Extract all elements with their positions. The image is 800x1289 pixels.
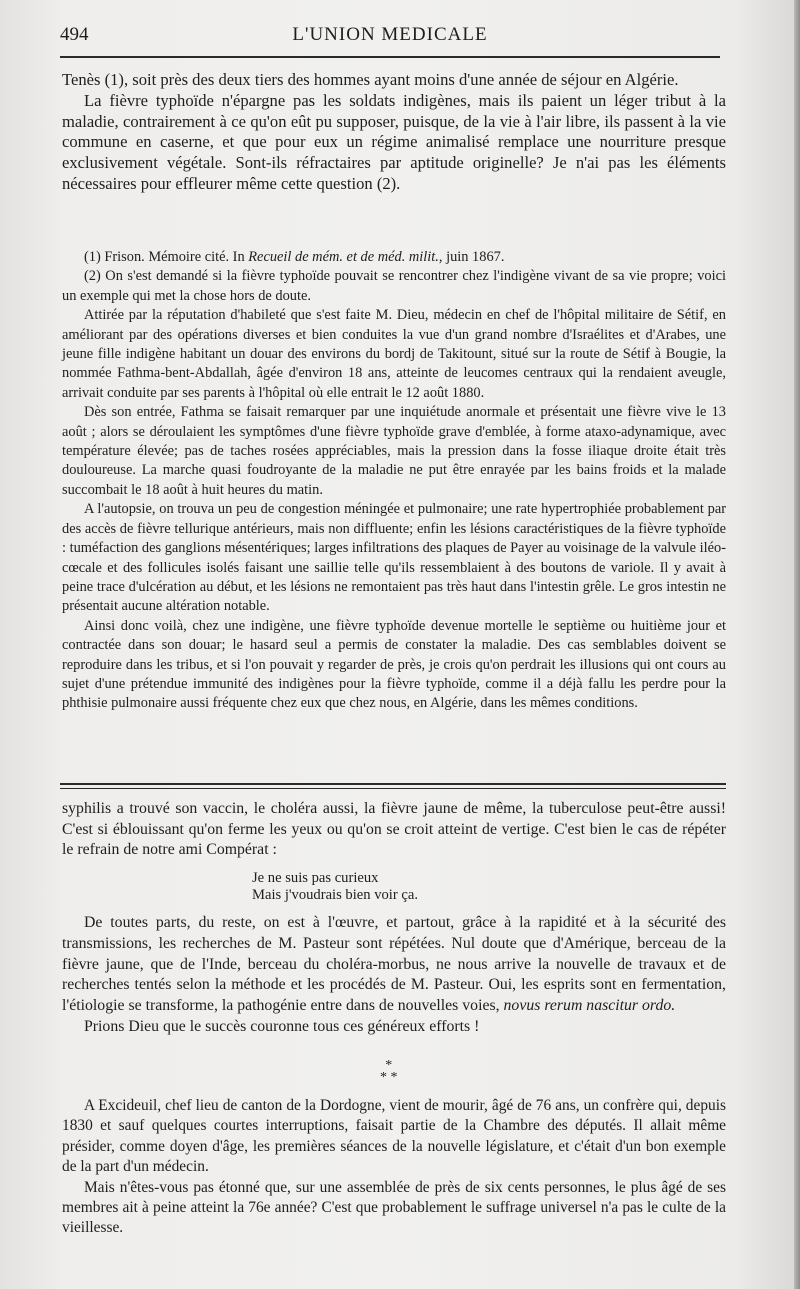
feuilleton-separator bbox=[60, 783, 726, 789]
running-title: L'UNION MEDICALE bbox=[292, 24, 488, 45]
paragraph: Mais n'êtes-vous pas étonné que, sur une assemblée de près de six cents personnes, le plus âgé de ses membres ait à peine atteint la 76e année? C'est que probablement le suffrage universel n'a pas le culte de la vieillesse. bbox=[62, 1178, 726, 1237]
footnote-1-text: (1) Frison. Mémoire cité. In bbox=[84, 249, 249, 265]
paragraph bbox=[62, 913, 726, 1017]
verse-line: Je ne suis pas curieux bbox=[252, 870, 379, 886]
feuilleton-body bbox=[62, 913, 726, 1038]
footnotes bbox=[62, 248, 726, 714]
latin-quote: novus rerum nascitur ordo. bbox=[503, 997, 676, 1015]
footnote-1-date: , juin 1867. bbox=[438, 249, 505, 265]
paragraph: A Excideuil, chef lieu de canton de la Dordogne, vient de mourir, âgé de 76 ans, un confrère qui, depuis 1830 et sauf quelques courtes interruptions, faisait partie de la Chambre des députés. Il allait même présider, comme doyen d'âge, les premières séances de la nouvelle législature, et c'était d'un bon exemple de la part d'un médecin. bbox=[62, 1097, 726, 1176]
page-header bbox=[60, 22, 720, 52]
paragraph: syphilis a trouvé son vaccin, le choléra aussi, la fièvre jaune de même, la tuberculose peut-être aussi! C'est si éblouissant qu'on ferme les yeux ou qu'on se croit atteint de vertige. C'est bien le cas de répéter le refrain de notre ami Compérat : bbox=[62, 800, 726, 859]
asterism-bottom: * * bbox=[380, 1070, 398, 1085]
paragraph: La fièvre typhoïde n'épargne pas les soldats indigènes, mais ils paient un léger tribut à la maladie, contrairement à ce qu'on eût pu supposer, puisque, de la vie à l'air libre, ils passent à la vie commune en caserne, et que pour eux un régime animalisé remplace une nourriture presque exclusivement végétale. Sont-ils réfractaires par aptitude originelle? Je n'ai pas les éléments nécessaires pour effleurer même cette question (2). bbox=[62, 90, 726, 193]
verse-quote bbox=[252, 870, 418, 904]
page-number: 494 bbox=[60, 24, 89, 45]
main-article bbox=[62, 70, 726, 195]
footnote-1-reference: Recueil de mém. et de méd. milit. bbox=[248, 249, 439, 265]
verse-line: Mais j'voudrais bien voir ça. bbox=[252, 887, 418, 903]
footnote-2-paragraph: Dès son entrée, Fathma se faisait remarquer par une inquiétude anormale et présentait une fièvre vive le 13 août ; alors se déroulaient les symptômes d'une fièvre typhoïde grave d'emblée, à forme ataxo-adynamique, avec température élevée; pas de taches rosées appréciables, mais la pression dans la fosse iliaque droite était très douloureuse. La marche quasi foudroyante de la maladie ne put être enrayée par les bains froids et la malade succombait le 18 août à huit heures du matin. bbox=[62, 404, 726, 498]
paragraph-text: De toutes parts, du reste, on est à l'œuvre, et partout, grâce à la rapidité et à la sécurité des transmissions, les recherches de M. Pasteur sont répétées. Nul doute que d'Amérique, berceau de la fièvre jaune, que de l'Inde, berceau du choléra-morbus, ne nous arrive la nouvelle de travaux et de recherches tentés selon la méthode et les procédés de M. Pasteur. Oui, les esprits sont en fermentation, l'étiologie se transforme, la pathogénie entre dans de nouvelles voies, bbox=[62, 914, 726, 1015]
footnote-2: (2) On s'est demandé si la fièvre typhoïde pouvait se rencontrer chez l'indigène vivant de sa vie propre; voici un exemple qui met la chose hors de doute. bbox=[62, 268, 726, 304]
page-edge-shadow bbox=[794, 0, 800, 1289]
feuilleton-news bbox=[62, 1096, 726, 1239]
footnote-2-paragraph: Ainsi donc voilà, chez une indigène, une fièvre typhoïde devenue mortelle le septième ou huitième jour et contractée dans son douar; le hasard seul a permis de constater la maladie. Des cas semblables doivent se reproduire dans les tribus, et si l'on pouvait y regarder de près, je crois qu'on perdrait les illusions qui ont cours au sujet d'une prétendue immunité des indigènes pour la fièvre typhoïde, comme il a déjà fallu les perdre pour la phthisie pulmonaire aussi fréquente chez eux que chez nous, en Algérie, dans les mêmes conditions. bbox=[62, 617, 726, 712]
footnote-1 bbox=[62, 248, 726, 267]
paragraph: Prions Dieu que le succès couronne tous ces généreux efforts ! bbox=[84, 1017, 480, 1035]
asterism-ornament bbox=[380, 1060, 398, 1084]
header-rule bbox=[60, 56, 720, 58]
asterism-top: * bbox=[385, 1058, 393, 1073]
feuilleton-paragraph bbox=[62, 799, 726, 861]
footnote-2-paragraph: A l'autopsie, on trouva un peu de congestion méningée et pulmonaire; une rate hypertrophiée probablement par des accès de fièvre tellurique antérieurs, mais non diffluente; enfin les lésions caractéristiques de la fièvre typhoïde : tuméfaction des ganglions mésentériques; larges infiltrations des plaques de Payer au voisinage de la valvule iléo-cœcale et des follicules isolés faisant une saillie telle qu'ils ressemblaient à des boutons de variole. Il y avait à peine trace d'ulcération au début, et les lésions ne remontaient pas très haut dans l'intestin grêle. Le gros intestin ne présentait aucune altération notable. bbox=[62, 501, 726, 615]
paragraph: Tenès (1), soit près des deux tiers des hommes ayant moins d'une année de séjour en Algérie. bbox=[62, 70, 679, 89]
footnote-2-paragraph: Attirée par la réputation d'habileté que s'est faite M. Dieu, médecin en chef de l'hôpital militaire de Sétif, en améliorant par des opérations diverses et bien conduites la vue d'un grand nombre d'Israélites et d'Arabes, une jeune fille indigène habitant un douar des environs du bordj de Takitount, situé sur la route de Sétif à Bougie, la nommée Fathma-bent-Abdallah, âgée d'environ 18 ans, atteinte de leucomes centraux qui la rendaient aveugle, arrivait conduite par ses parents à l'hôpital où elle entrait le 12 août 1880. bbox=[62, 307, 726, 401]
